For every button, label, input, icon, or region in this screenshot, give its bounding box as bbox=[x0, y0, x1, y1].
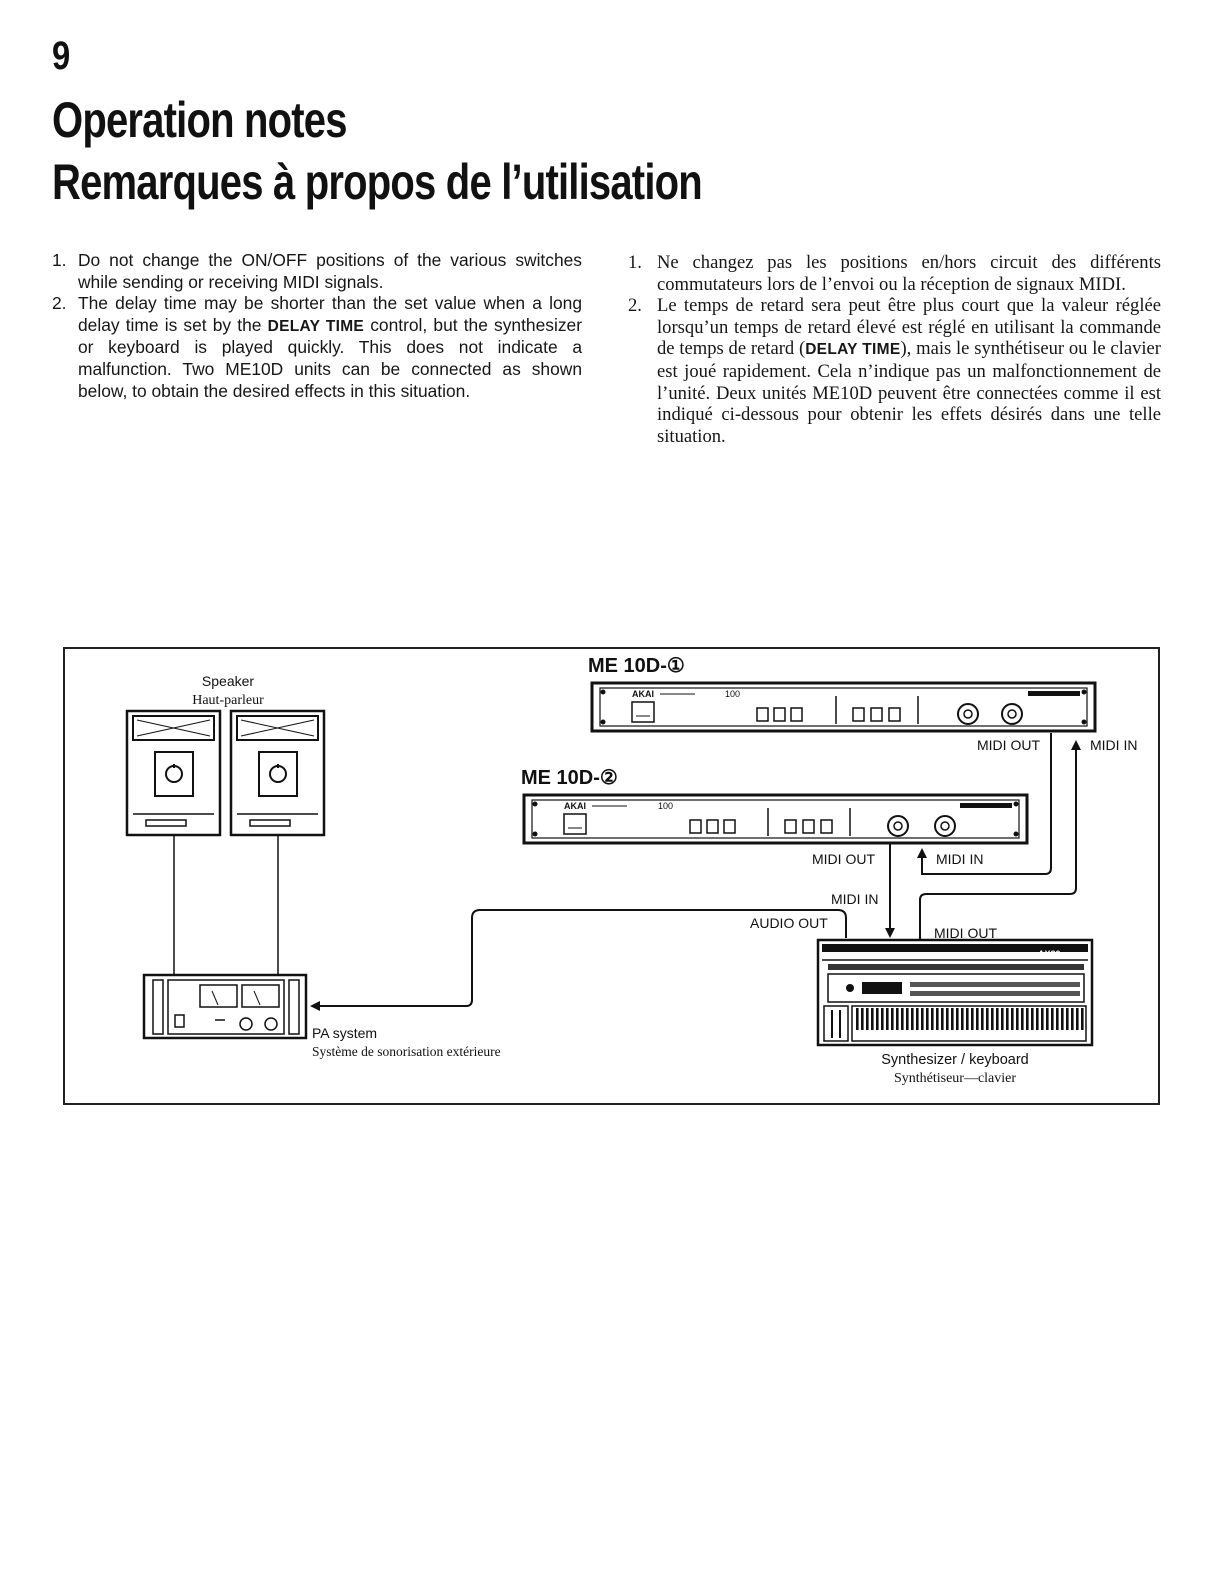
keyboard-key bbox=[1011, 1008, 1014, 1030]
keyboard-key bbox=[946, 1008, 949, 1030]
keyboard-key bbox=[971, 1008, 974, 1030]
keyboard-key bbox=[921, 1008, 924, 1030]
page-title-english: Operation notes bbox=[52, 92, 347, 148]
keyboard-key bbox=[1016, 1008, 1019, 1030]
speaker-label: Speaker bbox=[201, 673, 255, 689]
keyboard-key bbox=[896, 1008, 899, 1030]
note-text: Do not change the ON/OFF positions of the various switches while sending or receiving MIDI signals. bbox=[78, 250, 582, 292]
keyboard-key bbox=[1046, 1008, 1049, 1030]
speaker-cables bbox=[174, 835, 278, 975]
keyboard-key bbox=[986, 1008, 989, 1030]
keyboard-key bbox=[866, 1008, 869, 1030]
note-text-start: Le temps de retard sera peut être plus court que la valeur réglée lorsqu’un temps de retard élevé est réglé en utilisant la commande de temps de retard ( bbox=[657, 295, 1161, 360]
unit-1-label: ME 10D-① bbox=[588, 655, 685, 677]
synth-label: Synthesizer / keyboard bbox=[881, 1052, 1029, 1068]
note-text-end: control, but the synthesizer or keyboard is played quickly. This does not indicate a malfunction. Two ME10D units can be connected as shown below, to obtain the desired effects in this situation. bbox=[78, 314, 582, 401]
keyboard-key bbox=[1036, 1008, 1039, 1030]
note-text-start: The delay time may be shorter than the set value when a long delay time is set by the bbox=[78, 293, 582, 335]
keyboard-key bbox=[976, 1008, 979, 1030]
keyboard-key bbox=[1026, 1008, 1029, 1030]
keyboard-key bbox=[1001, 1008, 1004, 1030]
pa-system-icon bbox=[144, 975, 306, 1038]
delay-time-knob-icon bbox=[888, 816, 908, 836]
keyboard-key bbox=[941, 1008, 944, 1030]
note-number: 1. bbox=[52, 250, 67, 270]
synth-model: AX80 bbox=[1038, 949, 1061, 959]
keyboard-key bbox=[1006, 1008, 1009, 1030]
synth-midi-in-label: MIDI IN bbox=[831, 891, 879, 907]
unit-2-midi-out-label: MIDI OUT bbox=[812, 851, 875, 867]
unit-1-midi-in-label: MIDI IN bbox=[1090, 737, 1138, 753]
keyboard-key bbox=[996, 1008, 999, 1030]
keyboard-key bbox=[936, 1008, 939, 1030]
note-number: 1. bbox=[628, 252, 642, 273]
synthesizer-keyboard-icon bbox=[818, 940, 1092, 1045]
speaker-right-icon bbox=[231, 711, 324, 835]
keyboard-key bbox=[956, 1008, 959, 1030]
unit-2-model: 100 bbox=[658, 801, 674, 811]
keyboard-key bbox=[1081, 1008, 1084, 1030]
keyboard-key bbox=[861, 1008, 864, 1030]
note-text: Ne changez pas les positions en/hors circuit des différents commutateurs lors de l’envoi ou la réception de signaux MIDI. bbox=[657, 252, 1161, 295]
keyboard-key bbox=[891, 1008, 894, 1030]
speaker-left-icon bbox=[127, 711, 220, 835]
keyboard-key bbox=[911, 1008, 914, 1030]
keyboard-key bbox=[916, 1008, 919, 1030]
note-number: 2. bbox=[52, 293, 67, 314]
delay-time-knob-icon bbox=[958, 704, 978, 724]
keyboard-key bbox=[1021, 1008, 1024, 1030]
keyboard-key bbox=[931, 1008, 934, 1030]
note-number: 2. bbox=[628, 295, 642, 317]
keyboard-key bbox=[1031, 1008, 1034, 1030]
keyboard-key bbox=[951, 1008, 954, 1030]
unit-1-model: 100 bbox=[725, 689, 741, 699]
unit-1-brand: AKAI bbox=[632, 689, 654, 699]
page-title-french: Remarques à propos de l’utilisation bbox=[52, 154, 702, 210]
keyboard-key bbox=[856, 1008, 859, 1030]
synth-audio-out-label: AUDIO OUT bbox=[750, 915, 828, 931]
keyboard-key bbox=[906, 1008, 909, 1030]
page-number: 9 bbox=[52, 34, 70, 78]
keyboard-key bbox=[961, 1008, 964, 1030]
keyboard-key bbox=[871, 1008, 874, 1030]
keyboard-key bbox=[1076, 1008, 1079, 1030]
delay-time-control-label: DELAY TIME bbox=[805, 341, 901, 359]
keyboard-key bbox=[1071, 1008, 1074, 1030]
synth-midi-out-label: MIDI OUT bbox=[934, 925, 997, 941]
keyboard-key bbox=[966, 1008, 969, 1030]
keyboard-key bbox=[876, 1008, 879, 1030]
keyboard-key bbox=[981, 1008, 984, 1030]
level-knob-icon bbox=[1002, 704, 1022, 724]
note-text-end: ), mais le synthétiseur ou le clavier est joué rapidement. Cela n’indique pas un malfonctionnement de l’unité. Deux unités ME10D peuvent être connectées comme il est indiqué ci-dessous pour obtenir les effets désirés dans une telle situation. bbox=[657, 338, 1161, 447]
keyboard-key bbox=[1056, 1008, 1059, 1030]
keyboard-key bbox=[886, 1008, 889, 1030]
keyboard-key bbox=[991, 1008, 994, 1030]
me10d-unit-2 bbox=[524, 795, 1027, 843]
pa-system-label: PA system bbox=[312, 1025, 378, 1041]
unit-1-midi-out-label: MIDI OUT bbox=[977, 737, 1040, 753]
unit-2-label: ME 10D-② bbox=[521, 767, 618, 789]
keyboard-key bbox=[926, 1008, 929, 1030]
keyboard-key bbox=[1041, 1008, 1044, 1030]
me10d-unit-1 bbox=[592, 683, 1095, 731]
keyboard-key bbox=[1051, 1008, 1054, 1030]
keyboard-key bbox=[881, 1008, 884, 1030]
speaker-label-french: Haut-parleur bbox=[192, 693, 264, 708]
delay-time-control-label: DELAY TIME bbox=[267, 317, 365, 335]
unit-2-midi-in-label: MIDI IN bbox=[936, 851, 984, 867]
pa-system-label-french: Système de sonorisation extérieure bbox=[312, 1044, 501, 1059]
unit-2-brand: AKAI bbox=[564, 801, 586, 811]
keyboard-key bbox=[1066, 1008, 1069, 1030]
keyboard-key bbox=[1061, 1008, 1064, 1030]
synth-label-french: Synthétiseur—clavier bbox=[893, 1071, 1017, 1086]
keyboard-key bbox=[901, 1008, 904, 1030]
level-knob-icon bbox=[935, 816, 955, 836]
